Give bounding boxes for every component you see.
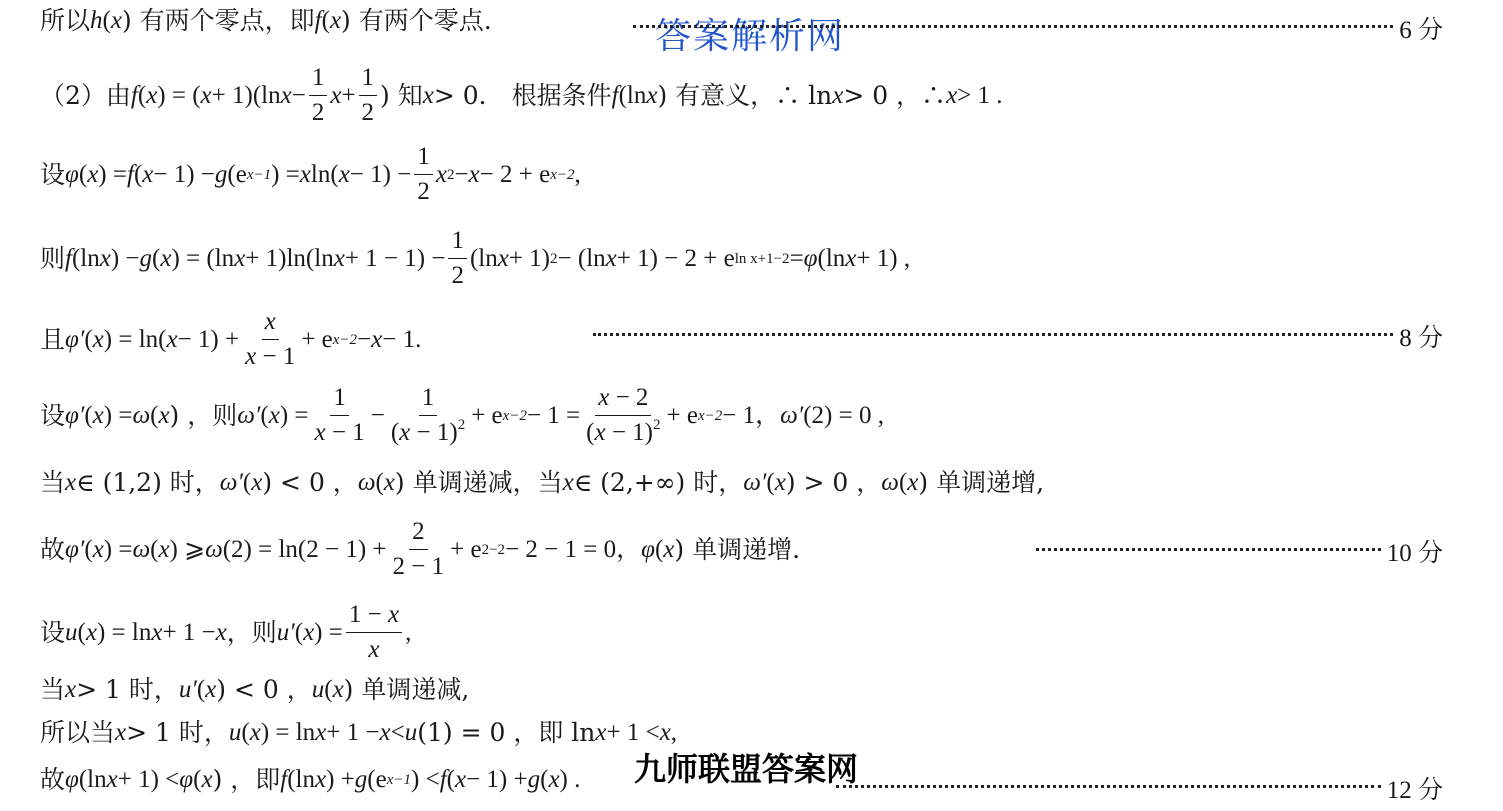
numerator	[595, 384, 651, 416]
text: 设	[40, 401, 66, 430]
text: (	[766, 469, 775, 496]
watermark-top: 答案解析网	[655, 16, 846, 57]
var-omega: ω	[357, 469, 376, 496]
var-x: x	[106, 766, 118, 793]
var-x: x	[594, 419, 606, 446]
var-omega: ω	[205, 536, 223, 563]
var-f: f	[439, 766, 447, 793]
text: 当	[40, 675, 66, 704]
text: + e	[301, 326, 333, 353]
text: ) 有意义，∴ ln	[657, 81, 833, 110]
score-label: 10 分	[1386, 540, 1443, 567]
score-label: 6 分	[1399, 17, 1443, 44]
denominator: x	[368, 636, 380, 663]
text: + 1)	[508, 245, 551, 272]
var-x: x	[598, 384, 610, 411]
var-x: x	[158, 536, 170, 563]
text: ) =	[271, 161, 300, 188]
var-x: x	[87, 161, 99, 188]
var-phi-prime: φ′	[65, 326, 85, 353]
var-x: x	[468, 161, 480, 188]
var-x: x	[387, 601, 400, 628]
solution-line-11	[40, 720, 677, 745]
var-x: x	[251, 469, 263, 496]
text: + 1 <	[606, 719, 660, 746]
var-x: x	[399, 419, 411, 446]
solution-line-5: 且 φ′ ( x ) = ln( x − 1) + $\frac{x}{x - 1}$ + e x−2 − x − 1.	[40, 308, 422, 370]
exponent: 2	[457, 417, 466, 433]
text: (	[193, 766, 202, 793]
numerator	[346, 601, 402, 633]
var-x: x	[215, 619, 227, 646]
text: <	[390, 719, 405, 746]
var-x: x	[299, 161, 311, 188]
var-x: x	[383, 469, 395, 496]
solution-line-6: 设 φ′ ( x ) = ω ( x ) ，则 ω′ ( x ) = $\frac{1}{x - 1}$ − $\frac{1}{(x - 1)^2}$ + e x−2 − 1 = $\frac{x - 2}{(x - 1)^2}$ + e x−2 − 1， ω′ (2) = 0 ,	[40, 384, 884, 446]
score-6	[633, 10, 1443, 46]
text: ) =	[98, 161, 127, 188]
var-x: x	[201, 766, 213, 793]
text: ) 有两个零点.	[341, 6, 492, 35]
text: + 1) ,	[856, 245, 911, 272]
text: − 1) +	[466, 766, 528, 793]
var-f: f	[611, 82, 619, 109]
text: > 0． 根据条件	[433, 81, 612, 110]
text: + 1)(ln	[211, 82, 281, 109]
var-u: u	[311, 676, 325, 703]
text: > 1 时，	[126, 718, 229, 747]
denominator: 2	[311, 99, 325, 126]
text: ,	[574, 161, 581, 188]
var-phi: φ	[65, 161, 79, 188]
fraction-half	[359, 64, 378, 127]
text: (	[152, 245, 161, 272]
text: +	[341, 82, 356, 109]
text: > 1 时，	[76, 675, 179, 704]
var-x: x	[303, 619, 315, 646]
text: 设	[40, 618, 66, 647]
text: (ln	[817, 245, 846, 272]
var-x: x	[200, 82, 212, 109]
text: (	[242, 469, 252, 496]
var-x: x	[315, 719, 327, 746]
leader-dots	[836, 785, 1381, 788]
text: + e	[666, 402, 698, 429]
text: (ln	[78, 766, 107, 793]
text: + 1) − 2 + e	[616, 245, 735, 272]
text: (	[390, 419, 400, 446]
text: (	[446, 766, 455, 793]
text: ) =	[314, 619, 343, 646]
text: ,	[405, 619, 412, 646]
var-g: g	[354, 766, 368, 793]
var-x: x	[142, 161, 154, 188]
text: (	[84, 326, 93, 353]
var-omega: ω	[881, 469, 899, 496]
var-x: x	[330, 82, 342, 109]
fraction	[346, 601, 402, 664]
var-f: f	[280, 766, 288, 793]
numerator: 1	[448, 227, 467, 259]
text: − 1，	[722, 402, 781, 429]
text: (2) = 0 ,	[803, 402, 884, 429]
text: ) −	[110, 245, 140, 272]
text: −	[357, 326, 372, 353]
solution-line-8: 故 φ′ ( x ) = ω ( x ) ⩾ ω (2) = ln(2 − 1) + $\frac{2}{2 - 1}$ + e 2−2 − 2 − 1 = 0， φ ( x ) 单调递增.	[40, 518, 801, 580]
score-10	[1036, 533, 1443, 569]
text: ) = (	[157, 82, 201, 109]
text: (1) = 0 ，即 ln	[417, 718, 596, 747]
var-x: x	[595, 719, 607, 746]
text: (	[102, 7, 111, 34]
text: (	[133, 161, 143, 188]
text: 所以	[40, 6, 91, 35]
leader-dots	[593, 333, 1393, 336]
text: ) = ln(	[103, 326, 167, 353]
fraction	[583, 384, 663, 447]
var-x: x	[845, 245, 857, 272]
denominator: 2	[451, 262, 464, 289]
var-omega-prime: ω′	[780, 402, 804, 429]
var-x: x	[110, 7, 122, 34]
var-x: x	[280, 82, 292, 109]
text: (	[375, 469, 384, 496]
fraction	[242, 308, 298, 371]
text: ,	[670, 719, 678, 746]
fraction	[388, 384, 468, 447]
text: (ln	[469, 245, 498, 272]
var-x: x	[422, 82, 434, 109]
text: (	[324, 676, 333, 703]
text: ) .	[559, 766, 581, 793]
var-x: x	[371, 326, 383, 353]
fraction-half	[414, 143, 433, 206]
var-u-prime: u′	[178, 676, 197, 703]
fraction-half	[309, 64, 328, 127]
denominator: 2	[417, 178, 430, 205]
text: ) =	[103, 402, 133, 429]
solution-line-4: 则 f (ln x ) − g ( x ) = (ln x + 1)ln(ln x + 1 − 1) − $\frac{1}{2}$ (ln x + 1) 2 − (ln x + 1) − 2 + e ln x+1−2 = φ (ln x + 1) ,	[40, 227, 911, 289]
text: 故	[40, 535, 66, 564]
var-phi: φ	[179, 766, 194, 793]
text: (2) = ln(2 − 1) +	[222, 536, 387, 563]
text: + 1)ln(ln	[245, 245, 334, 272]
text: + 1 −	[326, 719, 380, 746]
solution-line-3: 设 φ ( x ) = f ( x − 1) − g (e x−1 ) = x ln( x − 1) − $\frac{1}{2}$ x 2 − x − 2 + e x−2 ,	[40, 143, 581, 205]
text: ) ，即	[212, 765, 281, 794]
var-x: x	[249, 719, 261, 746]
var-u: u	[228, 719, 242, 746]
denominator	[242, 340, 298, 371]
solution-line-12: 故 φ (ln x + 1) < φ ( x ) ，即 f (ln x ) + g (e x−1 ) < f ( x − 1) + g ( x ) .	[40, 765, 581, 794]
text: 1 −	[348, 601, 388, 628]
text: + 1 −	[162, 619, 216, 646]
text: (	[898, 469, 908, 496]
var-x: x	[497, 245, 509, 272]
var-omega: ω	[132, 402, 151, 429]
var-x: x	[205, 676, 217, 703]
text: −	[370, 402, 385, 429]
text: (	[150, 536, 159, 563]
var-x: x	[562, 469, 574, 496]
var-x: x	[315, 766, 327, 793]
numerator: 2	[409, 518, 428, 550]
var-g: g	[527, 766, 541, 793]
var-x: x	[151, 619, 163, 646]
text: 故	[40, 765, 66, 794]
text: (	[137, 82, 147, 109]
score-12	[836, 770, 1443, 806]
var-x: x	[646, 82, 658, 109]
denominator: 2	[361, 99, 375, 126]
var-u: u	[65, 619, 78, 646]
var-h: h	[90, 7, 103, 34]
numerator: x	[262, 308, 279, 340]
text: (	[84, 536, 93, 563]
numerator: 1	[419, 384, 438, 416]
text: − 1) −	[153, 161, 215, 188]
solution-line-7	[40, 470, 1044, 495]
text: =	[789, 245, 804, 272]
text: ) 知	[380, 81, 423, 110]
text: ) ，则	[169, 401, 238, 430]
var-x: x	[454, 766, 467, 793]
text: ) <	[411, 766, 440, 793]
var-x: x	[85, 619, 97, 646]
text: 且	[40, 325, 66, 354]
text: + 1) <	[117, 766, 180, 793]
var-x: x	[92, 536, 104, 563]
score-8	[593, 318, 1443, 354]
var-f: f	[130, 82, 138, 109]
numerator: 1	[359, 64, 378, 96]
var-x: x	[146, 82, 158, 109]
var-x: x	[663, 536, 675, 563]
text: ) =	[103, 536, 133, 563]
var-x: x	[92, 402, 104, 429]
text: ) =	[279, 402, 309, 429]
numerator: 1	[330, 384, 349, 416]
var-x: x	[166, 326, 178, 353]
var-x: x	[158, 402, 170, 429]
text: ) 单调递增.	[674, 535, 801, 564]
var-x: x	[332, 676, 344, 703]
var-f: f	[126, 161, 134, 188]
text: ) < 0 ，	[262, 468, 358, 497]
var-x: x	[435, 161, 447, 188]
text: 设	[40, 160, 66, 189]
numerator: 1	[414, 143, 433, 175]
leader-dots	[633, 25, 1393, 28]
text: (ln	[287, 766, 315, 793]
text: − 2 + e	[479, 161, 551, 188]
text: (	[196, 676, 206, 703]
var-x: x	[234, 245, 246, 272]
text: ) 有两个零点，即	[121, 6, 315, 35]
var-phi: φ	[641, 536, 655, 563]
text: （2）由	[40, 81, 131, 110]
text: ∈ (1,2) 时，	[76, 468, 220, 497]
text: 当	[40, 468, 66, 497]
text: − 1 =	[526, 402, 581, 429]
score-label: 12 分	[1386, 777, 1443, 804]
exponent: 2	[653, 417, 661, 433]
var-x: x	[605, 245, 617, 272]
var-x: x	[548, 766, 560, 793]
var-x: x	[338, 161, 350, 188]
text: − 1) −	[349, 161, 412, 188]
text: (	[586, 419, 595, 446]
var-x: x	[245, 343, 257, 370]
text: 所以当	[40, 718, 116, 747]
text: > 1 .	[957, 82, 1003, 109]
text: (ln	[71, 245, 100, 272]
text: > 0 ，∴	[843, 81, 947, 110]
var-omega-prime: ω′	[743, 469, 767, 496]
var-phi: φ	[65, 766, 79, 793]
text: ln(	[310, 161, 339, 188]
text: ) 单调递增,	[918, 468, 1045, 497]
text: − 1	[325, 419, 365, 446]
var-x: x	[65, 676, 77, 703]
denominator	[312, 416, 368, 447]
text: + 1 − 1) −	[344, 245, 446, 272]
solution-line-2	[40, 64, 1003, 127]
text: + e	[450, 536, 482, 563]
text: −	[291, 82, 306, 109]
text: (	[654, 536, 664, 563]
var-x: x	[92, 326, 104, 353]
text: − 1)	[605, 419, 654, 446]
var-x: x	[268, 402, 280, 429]
var-u: u	[404, 719, 418, 746]
var-x: x	[160, 245, 172, 272]
var-omega: ω	[132, 536, 151, 563]
text: (	[294, 619, 304, 646]
solution-line-1	[40, 8, 492, 33]
solution-line-9	[40, 601, 411, 664]
text: (	[77, 619, 86, 646]
text: (	[78, 161, 88, 188]
text: (ln	[618, 82, 647, 109]
text: (	[150, 402, 159, 429]
var-x: x	[99, 245, 111, 272]
text: (	[241, 719, 250, 746]
text: (e	[367, 766, 387, 793]
text: ) = ln	[260, 719, 316, 746]
var-x: x	[907, 469, 919, 496]
text: ) 单调递减,	[343, 675, 470, 704]
solution-line-10	[40, 677, 469, 702]
var-x: x	[65, 469, 77, 496]
leader-dots	[1036, 548, 1381, 551]
var-omega-prime: ω′	[219, 469, 243, 496]
var-omega-prime: ω′	[237, 402, 261, 429]
text: ) +	[326, 766, 355, 793]
var-f: f	[65, 245, 72, 272]
text: 则	[40, 244, 66, 273]
var-g: g	[139, 245, 153, 272]
text: ) = ln	[96, 619, 152, 646]
numerator: 1	[309, 64, 328, 96]
text: −	[454, 161, 469, 188]
text: ) ⩾	[169, 536, 206, 563]
text: ) = (ln	[171, 245, 235, 272]
var-f: f	[314, 7, 322, 34]
text: ) < 0 ，	[216, 675, 312, 704]
var-x: x	[774, 469, 786, 496]
text: ) > 0 ，	[785, 468, 882, 497]
var-x: x	[946, 82, 958, 109]
var-u-prime: u′	[276, 619, 295, 646]
text: (	[321, 7, 330, 34]
text: + e	[471, 402, 503, 429]
var-phi-prime: φ′	[65, 402, 85, 429]
text: − 1	[256, 343, 296, 370]
var-phi: φ	[803, 245, 818, 272]
var-x: x	[333, 245, 345, 272]
text: (e	[227, 161, 247, 188]
fraction	[390, 518, 448, 581]
var-x: x	[832, 82, 844, 109]
var-x: x	[314, 419, 326, 446]
text: ，则	[226, 618, 277, 647]
var-phi-prime: φ′	[65, 536, 85, 563]
var-x: x	[329, 7, 342, 34]
text: − (ln	[557, 245, 606, 272]
score-label: 8 分	[1399, 325, 1443, 352]
text: − 1) +	[177, 326, 240, 353]
text: (	[84, 402, 93, 429]
text: ∈ (2,+∞) 时，	[573, 468, 744, 497]
var-x: x	[115, 719, 127, 746]
text: − 1.	[382, 326, 422, 353]
text: (	[540, 766, 549, 793]
denominator	[583, 416, 663, 447]
watermark-bottom: 九师联盟答案网	[634, 750, 859, 788]
text: ) 单调递减，当	[394, 468, 563, 497]
var-x: x	[659, 719, 671, 746]
fraction	[312, 384, 368, 447]
text: (	[260, 402, 269, 429]
text: − 1)	[410, 419, 458, 446]
text: − 2 − 1 = 0，	[505, 536, 642, 563]
var-g: g	[214, 161, 228, 188]
var-x: x	[379, 719, 391, 746]
denominator: 2 − 1	[392, 553, 445, 580]
denominator	[388, 416, 468, 447]
text: − 2	[609, 384, 649, 411]
fraction-half	[448, 227, 467, 290]
